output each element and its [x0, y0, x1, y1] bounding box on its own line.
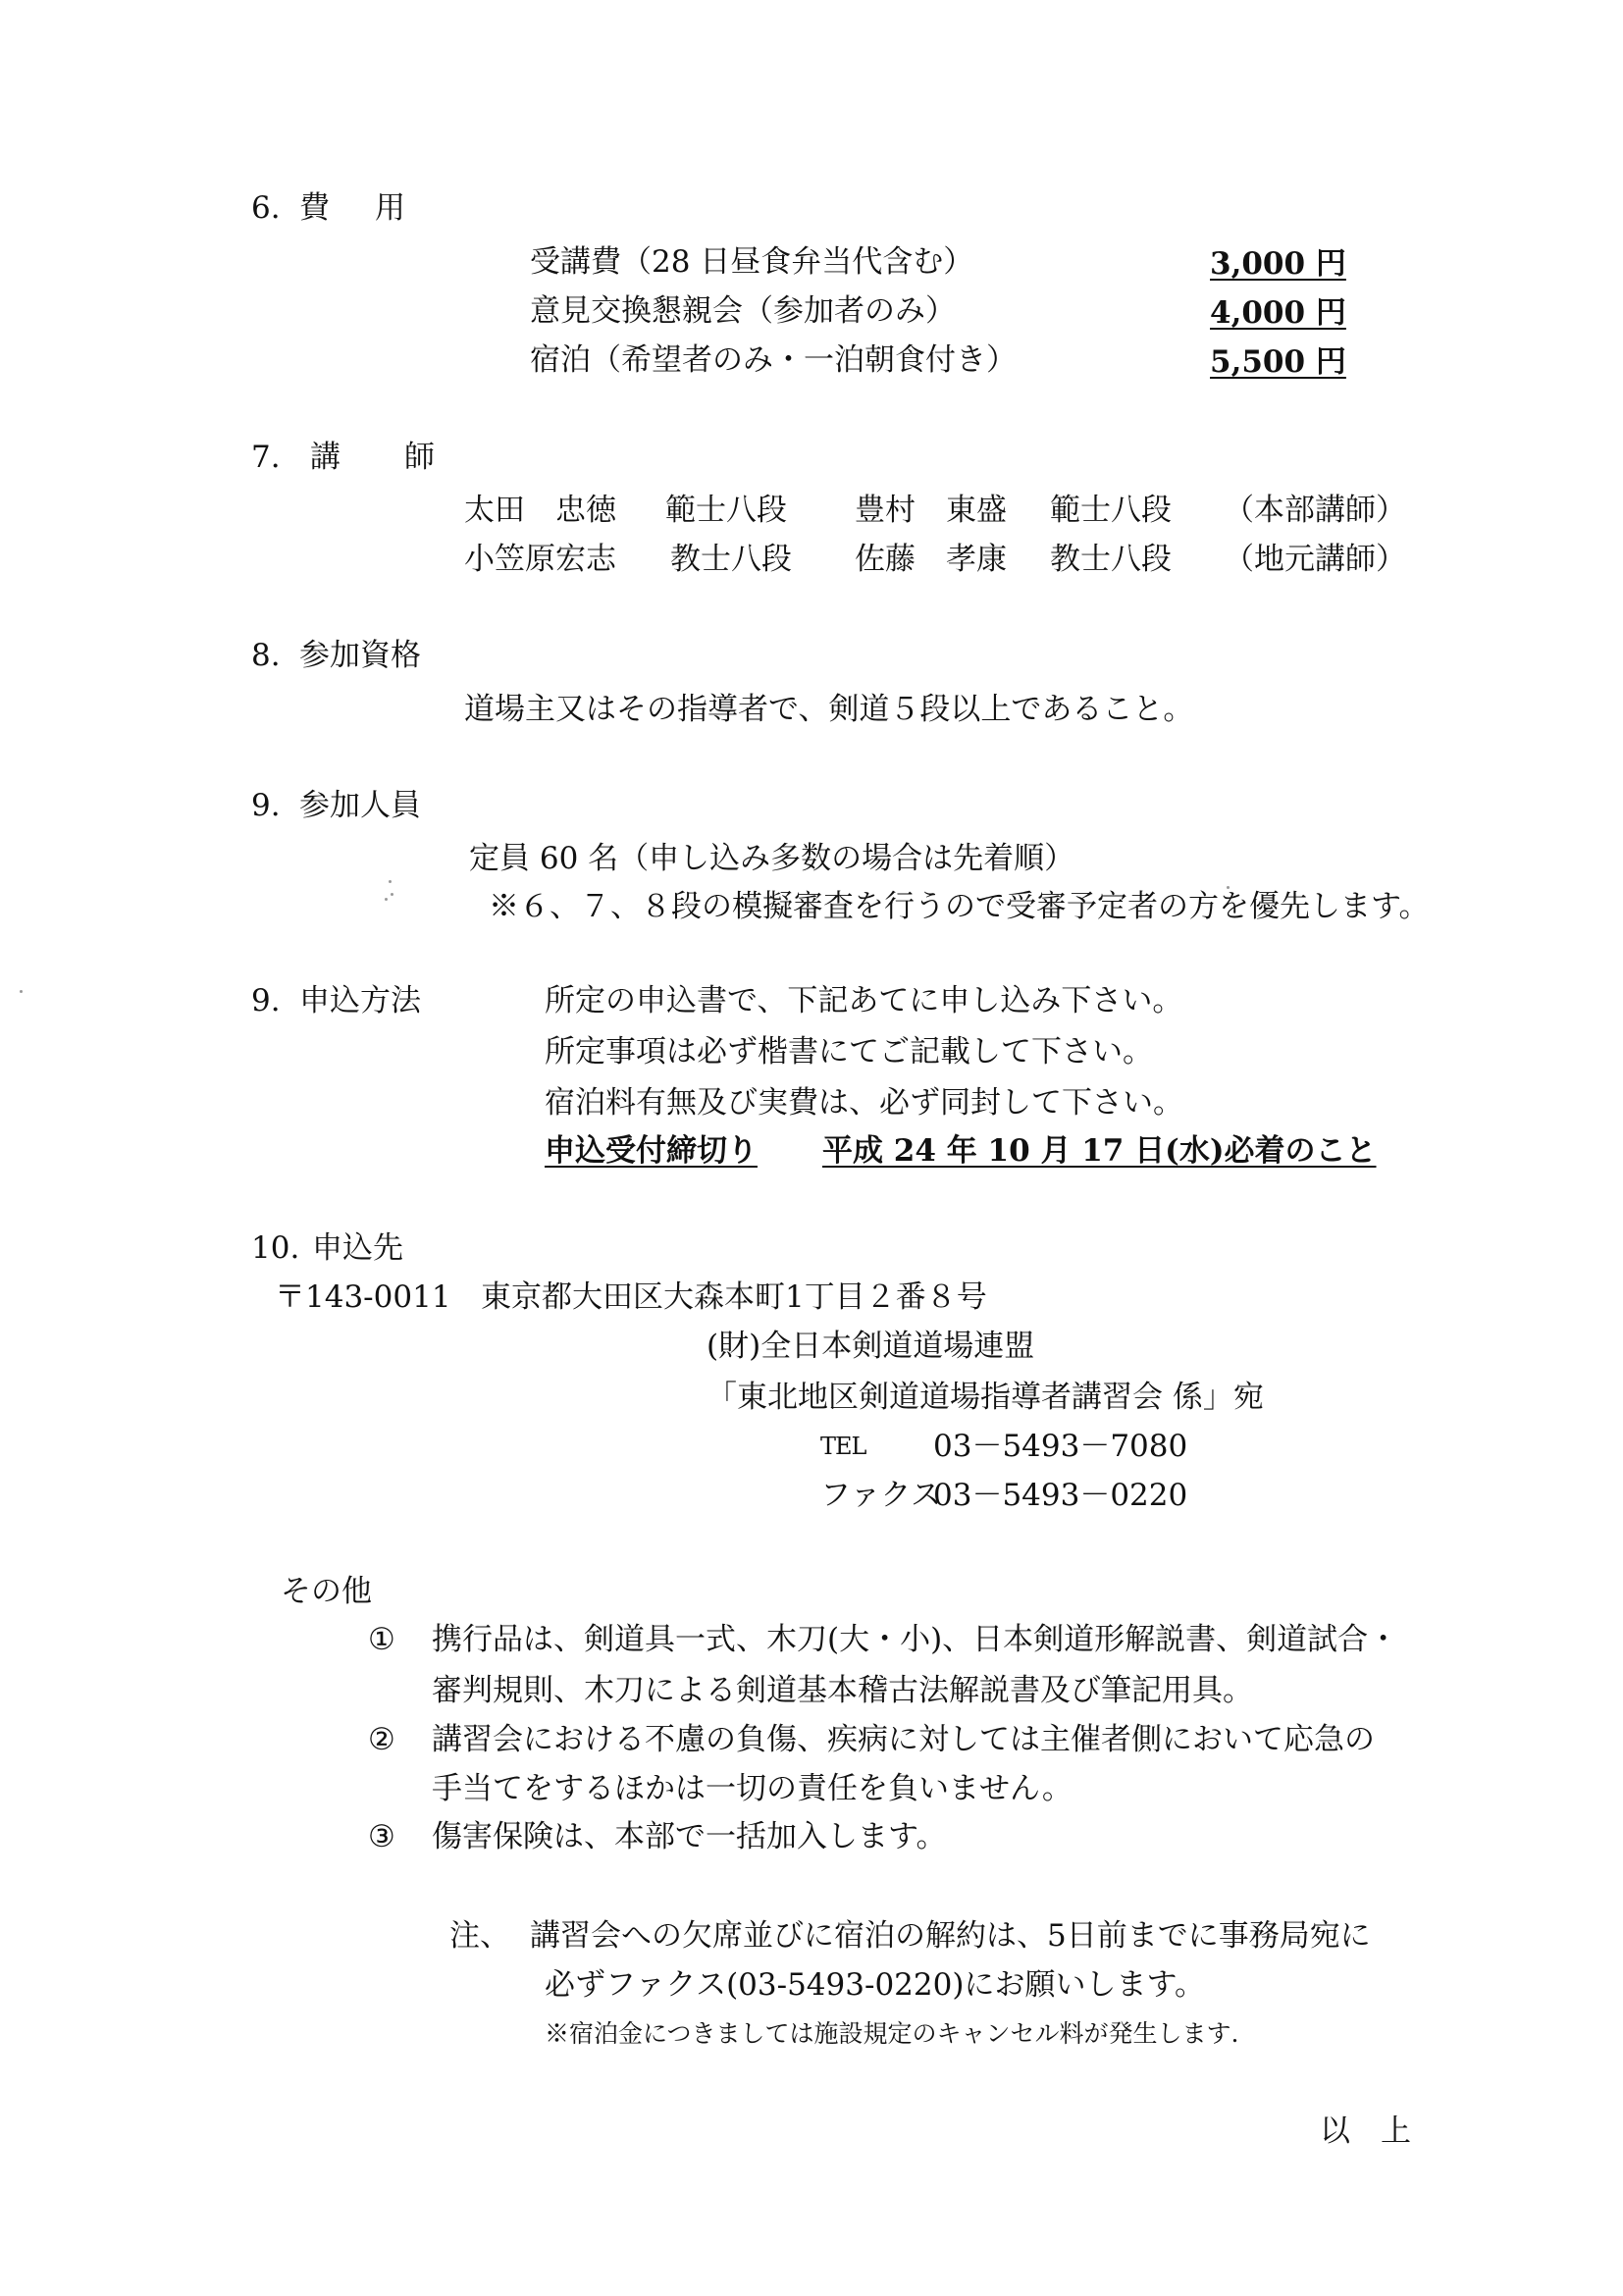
fee-item-amount: 5,500 円 [1210, 344, 1346, 380]
fee-item-amount: 4,000 円 [1210, 295, 1346, 331]
section-7-number: 7. [251, 440, 281, 475]
instructor-name: 佐藤 孝康 [855, 542, 1007, 577]
scan-speck [385, 898, 388, 901]
section-7-title-char-1: 講 [310, 440, 340, 475]
section-10-number: 10. [251, 1230, 300, 1266]
application-instruction: 所定の申込書で、下記あてに申し込み下さい。 [545, 983, 1183, 1018]
list-item-text: 携行品は、剣道具一式、木刀(大・小)、日本剣道形解説書、剣道試合・ [432, 1622, 1399, 1657]
fax-label: ファクス [820, 1478, 942, 1513]
other-title: その他 [281, 1574, 372, 1609]
fee-item-label: 受講費（28 日昼食弁当代含む） [530, 244, 974, 280]
scan-speck [20, 990, 23, 993]
scan-speck [389, 880, 392, 883]
fee-item-label: 意見交換懇親会（参加者のみ） [530, 293, 956, 329]
section-8-title: 参加資格 [299, 638, 421, 673]
section-9-title: 参加人員 [299, 788, 421, 823]
deadline-label: 申込受付締切り [545, 1133, 758, 1169]
instructor-rank: 範士八段 [1050, 493, 1172, 528]
qualification-text: 道場主又はその指導者で、剣道５段以上であること。 [464, 692, 1194, 727]
priority-note: ※６、７、８段の模擬審査を行うので受審予定者の方を優先します。 [489, 889, 1430, 924]
list-item-marker: ③ [368, 1819, 395, 1854]
note-text: 講習会への欠席並びに宿泊の解約は、5日前までに事務局宛に [530, 1918, 1371, 1954]
section-7-title-char-2: 師 [404, 440, 435, 475]
cancellation-note: ※宿泊金につきましては施設規定のキャンセル料が発生します. [545, 2019, 1239, 2048]
list-item-text: 手当てをするほかは一切の責任を負いません。 [432, 1771, 1073, 1806]
instructor-rank: 教士八段 [1050, 542, 1172, 577]
instructor-group-note: （本部講師） [1224, 493, 1406, 528]
section-6-title-char-1: 費 [299, 190, 330, 226]
note-label: 注、 [449, 1918, 510, 1954]
application-instruction: 所定事項は必ず楷書にてご記載して下さい。 [545, 1034, 1153, 1070]
section-9b-number: 9. [251, 983, 281, 1018]
instructor-name: 豊村 東盛 [855, 493, 1007, 528]
list-item-text: 審判規則、木刀による剣道基本稽古法解説書及び筆記用具。 [432, 1673, 1253, 1708]
attention-line: 「東北地区剣道道場指導者講習会 係」宛 [707, 1380, 1264, 1415]
instructor-name: 太田 忠徳 [464, 493, 616, 528]
list-item-marker: ② [368, 1722, 395, 1757]
list-item-text: 講習会における不慮の負傷、疾病に対しては主催者側において応急の [432, 1722, 1375, 1757]
instructor-rank: 範士八段 [665, 493, 787, 528]
fee-item-label: 宿泊（希望者のみ・一泊朝食付き） [530, 342, 1017, 378]
section-10-title: 申込先 [312, 1230, 403, 1266]
section-6-number: 6. [251, 190, 281, 226]
closing-mark: 以 上 [1320, 2113, 1411, 2149]
section-9-number: 9. [251, 788, 281, 823]
instructor-rank: 教士八段 [670, 542, 792, 577]
section-8-number: 8. [251, 638, 281, 673]
scan-speck [1227, 886, 1230, 889]
section-9b-title: 申込方法 [299, 983, 421, 1018]
instructor-group-note: （地元講師） [1224, 542, 1406, 577]
section-6-title-char-2: 用 [375, 190, 405, 226]
application-instruction: 宿泊料有無及び実費は、必ず同封して下さい。 [545, 1085, 1183, 1121]
instructor-name: 小笠原宏志 [464, 542, 616, 577]
capacity-text: 定員 60 名（申し込み多数の場合は先着順） [469, 841, 1075, 876]
tel-number: 03－5493－7080 [933, 1429, 1188, 1464]
note-text: 必ずファクス(03-5493-0220)にお願いします。 [545, 1967, 1205, 2003]
list-item-text: 傷害保険は、本部で一括加入します。 [432, 1819, 947, 1854]
organization-name: (財)全日本剣道道場連盟 [707, 1329, 1035, 1364]
address: 東京都大田区大森本町1丁目２番８号 [481, 1279, 987, 1315]
tel-label: TEL [820, 1433, 866, 1460]
fee-item-amount: 3,000 円 [1210, 246, 1346, 282]
fax-number: 03－5493－0220 [933, 1478, 1188, 1513]
postal-code: 〒143-0011 [275, 1279, 451, 1315]
scan-speck [391, 893, 393, 896]
list-item-marker: ① [368, 1622, 395, 1657]
deadline-date: 平成 24 年 10 月 17 日(水)必着のこと [822, 1133, 1377, 1169]
